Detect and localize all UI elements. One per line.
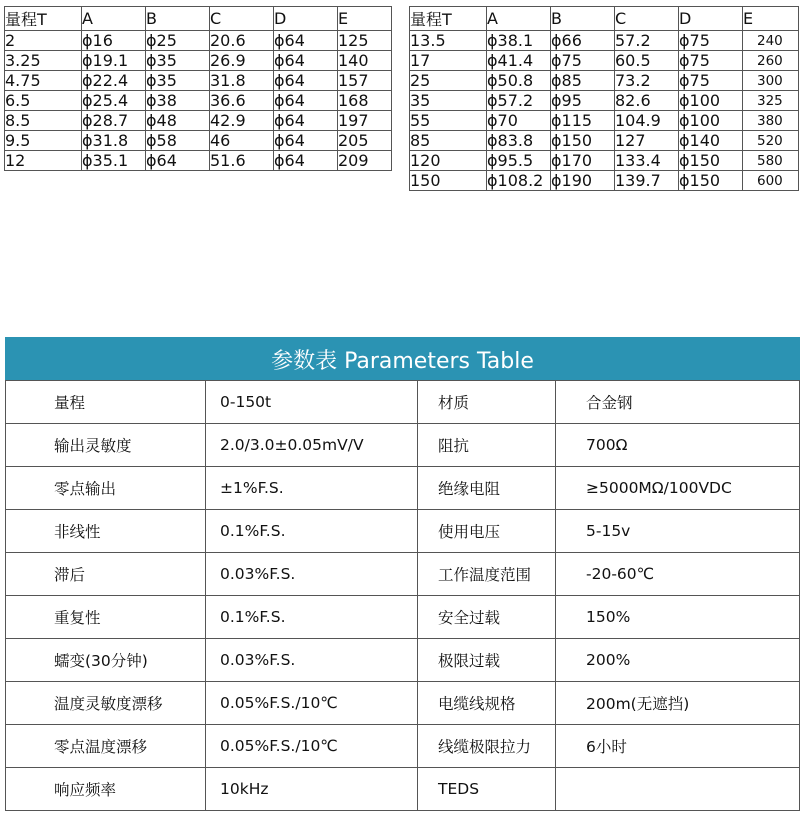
parameter-row: [6, 424, 800, 467]
parameter-label: 蠕变(30分钟): [6, 639, 206, 682]
table-row: [5, 111, 392, 131]
table-cell: 26.9: [210, 51, 274, 71]
table-cell: ϕ48: [146, 111, 210, 131]
parameter-value: 0.03%F.S.: [206, 639, 418, 682]
parameter-label: 阻抗: [418, 424, 556, 467]
table-cell: 168: [338, 91, 392, 111]
column-header: E: [743, 7, 799, 31]
column-header: D: [679, 7, 743, 31]
table-cell: ϕ64: [274, 31, 338, 51]
table-cell: ϕ64: [274, 91, 338, 111]
parameter-label: 非线性: [6, 510, 206, 553]
table-cell: 13.5: [410, 31, 487, 51]
parameter-row: [6, 553, 800, 596]
table-cell: ϕ75: [679, 51, 743, 71]
table-row: [410, 151, 799, 171]
parameter-value: 0-150t: [206, 381, 418, 424]
table-row: [410, 71, 799, 91]
table-row: [5, 151, 392, 171]
parameters-table-title-row: [6, 338, 800, 381]
parameter-label: 温度灵敏度漂移: [6, 682, 206, 725]
table-cell: 4.75: [5, 71, 82, 91]
table-cell: 580: [743, 151, 799, 171]
column-header: E: [338, 7, 392, 31]
table-cell: 325: [743, 91, 799, 111]
table-cell: ϕ19.1: [82, 51, 146, 71]
table-cell: 6.5: [5, 91, 82, 111]
column-header: C: [210, 7, 274, 31]
parameter-row: [6, 467, 800, 510]
table-cell: 260: [743, 51, 799, 71]
table-cell: ϕ70: [487, 111, 551, 131]
parameter-value: 合金钢: [556, 381, 800, 424]
parameter-row: [6, 381, 800, 424]
table-cell: 85: [410, 131, 487, 151]
parameter-label: 绝缘电阻: [418, 467, 556, 510]
table-cell: 127: [615, 131, 679, 151]
parameter-value: [556, 768, 800, 811]
parameter-value: 5-15v: [556, 510, 800, 553]
table-row: [410, 111, 799, 131]
parameter-value: 6小时: [556, 725, 800, 768]
table-cell: ϕ38: [146, 91, 210, 111]
table-cell: 12: [5, 151, 82, 171]
table-cell: ϕ75: [679, 31, 743, 51]
table-cell: ϕ35: [146, 51, 210, 71]
parameter-label: 线缆极限拉力: [418, 725, 556, 768]
table-cell: ϕ25.4: [82, 91, 146, 111]
parameter-label: 工作温度范围: [418, 553, 556, 596]
table-cell: ϕ35.1: [82, 151, 146, 171]
table-cell: ϕ64: [274, 151, 338, 171]
parameter-label: 滞后: [6, 553, 206, 596]
parameter-row: [6, 510, 800, 553]
table-cell: ϕ75: [551, 51, 615, 71]
table-row: [5, 131, 392, 151]
table-cell: 2: [5, 31, 82, 51]
table-cell: ϕ31.8: [82, 131, 146, 151]
parameter-row: [6, 596, 800, 639]
table-cell: 73.2: [615, 71, 679, 91]
parameters-table: [5, 337, 800, 811]
table-row: [5, 51, 392, 71]
table-cell: ϕ140: [679, 131, 743, 151]
parameter-value: 0.05%F.S./10℃: [206, 725, 418, 768]
parameters-table-title: 参数表 Parameters Table: [6, 338, 800, 381]
dimension-table-right-body: [410, 7, 799, 191]
column-header: B: [146, 7, 210, 31]
table-cell: 197: [338, 111, 392, 131]
table-cell: 31.8: [210, 71, 274, 91]
table-row: [410, 91, 799, 111]
table-cell: ϕ64: [274, 51, 338, 71]
column-header: 量程T: [410, 7, 487, 31]
table-cell: 3.25: [5, 51, 82, 71]
table-cell: 150: [410, 171, 487, 191]
table-row: [5, 91, 392, 111]
table-cell: ϕ57.2: [487, 91, 551, 111]
table-cell: 140: [338, 51, 392, 71]
table-cell: 46: [210, 131, 274, 151]
table-cell: ϕ95: [551, 91, 615, 111]
parameter-label: TEDS: [418, 768, 556, 811]
parameter-value: -20-60℃: [556, 553, 800, 596]
table-cell: 25: [410, 71, 487, 91]
column-header: 量程T: [5, 7, 82, 31]
table-cell: 104.9: [615, 111, 679, 131]
table-cell: 51.6: [210, 151, 274, 171]
table-cell: 60.5: [615, 51, 679, 71]
table-cell: 300: [743, 71, 799, 91]
table-cell: 157: [338, 71, 392, 91]
table-cell: ϕ83.8: [487, 131, 551, 151]
table-cell: 57.2: [615, 31, 679, 51]
parameter-label: 材质: [418, 381, 556, 424]
table-cell: ϕ35: [146, 71, 210, 91]
parameter-value: 0.1%F.S.: [206, 596, 418, 639]
parameter-label: 重复性: [6, 596, 206, 639]
table-cell: ϕ150: [551, 131, 615, 151]
parameter-value: 200%: [556, 639, 800, 682]
table-cell: 36.6: [210, 91, 274, 111]
parameter-label: 输出灵敏度: [6, 424, 206, 467]
table-cell: ϕ28.7: [82, 111, 146, 131]
parameter-row: [6, 725, 800, 768]
table-cell: 17: [410, 51, 487, 71]
table-cell: ϕ75: [679, 71, 743, 91]
table-row: [410, 51, 799, 71]
table-row: [410, 171, 799, 191]
parameter-label: 量程: [6, 381, 206, 424]
table-cell: ϕ25: [146, 31, 210, 51]
table-cell: ϕ50.8: [487, 71, 551, 91]
column-header: B: [551, 7, 615, 31]
table-cell: 205: [338, 131, 392, 151]
table-row: [5, 31, 392, 51]
column-header: A: [487, 7, 551, 31]
table-cell: ϕ95.5: [487, 151, 551, 171]
parameter-value: 0.03%F.S.: [206, 553, 418, 596]
table-cell: ϕ64: [274, 111, 338, 131]
parameter-value: ≥5000MΩ/100VDC: [556, 467, 800, 510]
parameter-label: 响应频率: [6, 768, 206, 811]
table-cell: ϕ150: [679, 151, 743, 171]
table-cell: ϕ64: [274, 131, 338, 151]
parameter-value: 150%: [556, 596, 800, 639]
parameter-label: 极限过载: [418, 639, 556, 682]
table-cell: 8.5: [5, 111, 82, 131]
parameter-value: ±1%F.S.: [206, 467, 418, 510]
parameter-value: 200m(无遮挡): [556, 682, 800, 725]
table-cell: ϕ170: [551, 151, 615, 171]
parameter-value: 10kHz: [206, 768, 418, 811]
parameter-label: 使用电压: [418, 510, 556, 553]
dimension-header-row: [410, 7, 799, 31]
table-cell: ϕ150: [679, 171, 743, 191]
parameter-label: 安全过载: [418, 596, 556, 639]
table-cell: ϕ108.2: [487, 171, 551, 191]
table-cell: 520: [743, 131, 799, 151]
table-cell: 380: [743, 111, 799, 131]
parameter-row: [6, 768, 800, 811]
table-cell: 120: [410, 151, 487, 171]
column-header: A: [82, 7, 146, 31]
dimension-table-right: [409, 6, 799, 191]
table-cell: 125: [338, 31, 392, 51]
parameters-table-body: [6, 338, 800, 811]
table-row: [410, 131, 799, 151]
table-cell: ϕ85: [551, 71, 615, 91]
table-cell: ϕ22.4: [82, 71, 146, 91]
parameter-value: 700Ω: [556, 424, 800, 467]
table-cell: ϕ115: [551, 111, 615, 131]
parameter-value: 2.0/3.0±0.05mV/V: [206, 424, 418, 467]
table-cell: 42.9: [210, 111, 274, 131]
table-cell: ϕ58: [146, 131, 210, 151]
table-cell: ϕ41.4: [487, 51, 551, 71]
table-cell: ϕ100: [679, 111, 743, 131]
table-cell: ϕ16: [82, 31, 146, 51]
table-row: [410, 31, 799, 51]
table-cell: ϕ64: [274, 71, 338, 91]
dimension-header-row: [5, 7, 392, 31]
table-cell: ϕ38.1: [487, 31, 551, 51]
table-cell: ϕ64: [146, 151, 210, 171]
parameter-row: [6, 639, 800, 682]
table-cell: 600: [743, 171, 799, 191]
parameter-row: [6, 682, 800, 725]
parameter-value: 0.05%F.S./10℃: [206, 682, 418, 725]
table-cell: 82.6: [615, 91, 679, 111]
parameter-label: 零点温度漂移: [6, 725, 206, 768]
table-cell: ϕ190: [551, 171, 615, 191]
parameter-label: 零点输出: [6, 467, 206, 510]
table-cell: 20.6: [210, 31, 274, 51]
table-cell: 35: [410, 91, 487, 111]
table-cell: 139.7: [615, 171, 679, 191]
table-cell: 240: [743, 31, 799, 51]
column-header: D: [274, 7, 338, 31]
parameter-value: 0.1%F.S.: [206, 510, 418, 553]
column-header: C: [615, 7, 679, 31]
table-cell: 133.4: [615, 151, 679, 171]
table-cell: 209: [338, 151, 392, 171]
table-cell: ϕ66: [551, 31, 615, 51]
dimension-table-left: [4, 6, 392, 171]
table-row: [5, 71, 392, 91]
table-cell: 55: [410, 111, 487, 131]
parameter-label: 电缆线规格: [418, 682, 556, 725]
dimension-table-left-body: [5, 7, 392, 171]
table-cell: ϕ100: [679, 91, 743, 111]
table-cell: 9.5: [5, 131, 82, 151]
